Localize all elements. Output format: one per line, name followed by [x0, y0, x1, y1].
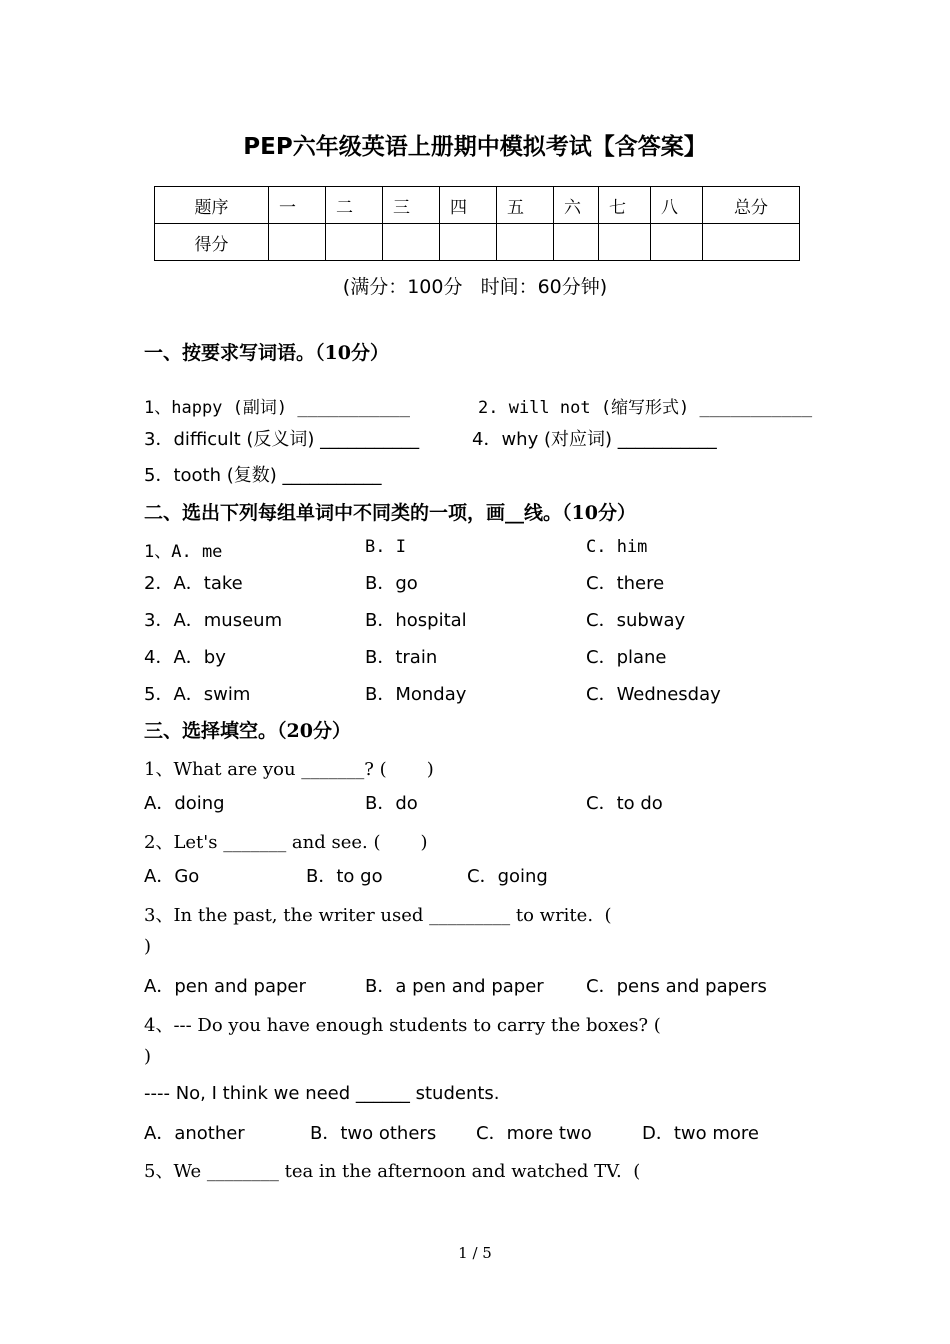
option-d: D．two more — [642, 1123, 759, 1144]
score-table-cell: 六 — [554, 187, 599, 224]
question-4-reply: ---- No, I think we need ______ students. — [144, 1083, 500, 1104]
option-c: C．to do — [586, 793, 663, 814]
question-item: 3．difficult (反义词) ___________ — [144, 429, 420, 450]
score-input-cell[interactable] — [440, 224, 497, 261]
score-input-cell[interactable] — [599, 224, 651, 261]
score-table-cell: 四 — [440, 187, 497, 224]
option-c: C．more two — [476, 1123, 592, 1144]
score-input-cell[interactable] — [269, 224, 326, 261]
score-input-cell[interactable] — [703, 224, 800, 261]
score-row-label: 得分 — [155, 224, 269, 261]
score-table-cell: 五 — [497, 187, 554, 224]
page-number: 1 / 5 — [458, 1244, 492, 1262]
option-b: B. I — [365, 537, 406, 557]
option-b: B．Monday — [365, 684, 467, 705]
question-item: 2. will not (缩写形式) ___________ — [478, 398, 813, 418]
score-table-cell: 三 — [383, 187, 440, 224]
option-b: B．do — [365, 793, 418, 814]
score-table-score-row — [155, 224, 800, 261]
score-table-cell: 七 — [599, 187, 651, 224]
option-b: B．train — [365, 647, 438, 668]
option-c: C．going — [467, 866, 548, 887]
option-a: 4．A．by — [144, 647, 226, 668]
score-input-cell[interactable] — [651, 224, 703, 261]
score-table-cell: 八 — [651, 187, 703, 224]
option-a: A．Go — [144, 866, 200, 887]
section-3-heading: 三、选择填空。（20分） — [144, 720, 351, 742]
score-table — [154, 186, 800, 261]
option-a: A．pen and paper — [144, 976, 306, 997]
option-a: 2．A．take — [144, 573, 243, 594]
score-table-cell: 总分 — [703, 187, 800, 224]
score-table-cell: 题序 — [155, 187, 269, 224]
question-2: 2、Let's _______ and see. ( ) — [144, 832, 428, 853]
question-5: 5、We ________ tea in the afternoon and watched TV. ( — [144, 1161, 641, 1182]
question-4-bracket: ) — [144, 1046, 152, 1067]
option-c: C．plane — [586, 647, 667, 668]
score-table-header-row — [155, 187, 800, 224]
score-input-cell[interactable] — [554, 224, 599, 261]
option-c: C．pens and papers — [586, 976, 767, 997]
question-item: 4．why (对应词) ___________ — [472, 429, 717, 450]
option-b: B．a pen and paper — [365, 976, 544, 997]
option-a: A．another — [144, 1123, 245, 1144]
option-a: 5．A．swim — [144, 684, 251, 705]
question-4: 4、--- Do you have enough students to carry the boxes? ( — [144, 1015, 661, 1036]
option-b: B．hospital — [365, 610, 467, 631]
exam-info: (满分：100分 时间：60分钟) — [342, 276, 608, 298]
option-b: B．go — [365, 573, 418, 594]
option-b: B．two others — [310, 1123, 437, 1144]
question-item: 1、happy (副词) ___________ — [144, 398, 410, 418]
option-c: C．subway — [586, 610, 686, 631]
score-table-cell: 二 — [326, 187, 383, 224]
score-input-cell[interactable] — [497, 224, 554, 261]
option-a: A．doing — [144, 793, 225, 814]
page-title: PEP六年级英语上册期中模拟考试【含答案】 — [243, 134, 707, 160]
section-2-heading: 二、选出下列每组单词中不同类的一项，画__线。（10分） — [144, 502, 636, 524]
score-table-cell: 一 — [269, 187, 326, 224]
score-input-cell[interactable] — [383, 224, 440, 261]
score-input-cell[interactable] — [326, 224, 383, 261]
question-1: 1、What are you _______? ( ) — [144, 759, 434, 780]
question-item: 5．tooth (复数) ___________ — [144, 465, 382, 486]
option-c: C．Wednesday — [586, 684, 721, 705]
option-a: 3．A．museum — [144, 610, 283, 631]
option-c: C. him — [586, 537, 648, 557]
question-3-bracket: ) — [144, 936, 152, 957]
section-1-heading: 一、按要求写词语。（10分） — [144, 342, 389, 364]
question-3: 3、In the past, the writer used _________ to write. ( — [144, 905, 612, 926]
option-c: C．there — [586, 573, 665, 594]
option-b: B．to go — [306, 866, 383, 887]
option-a: 1、A. me — [144, 542, 223, 562]
